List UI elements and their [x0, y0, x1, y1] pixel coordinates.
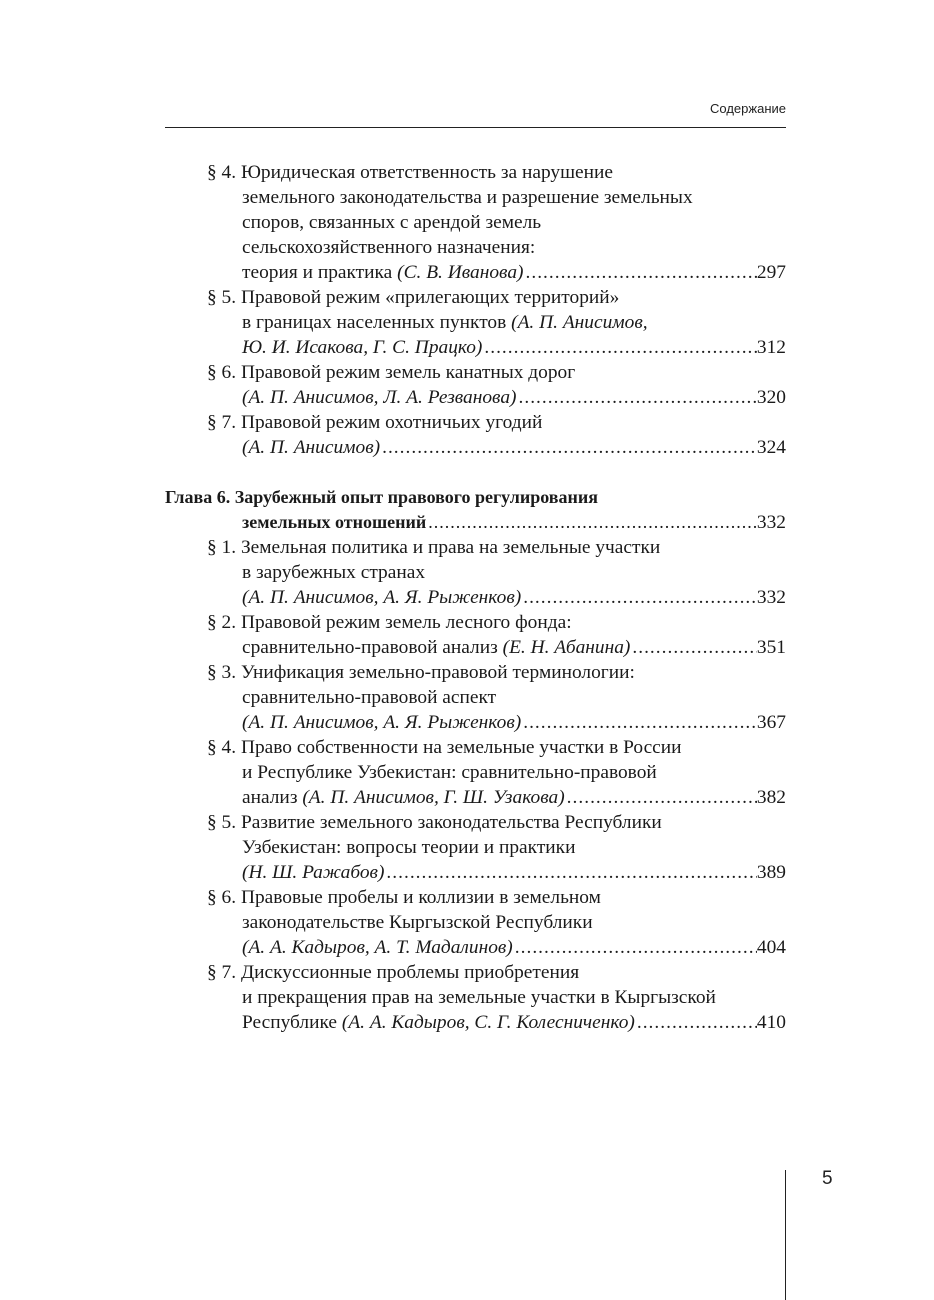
entry-title: Правовой режим земель лесного фонда:: [240, 612, 572, 633]
entry-title-cont: и прекращения прав на земельные участки в Кыргызской: [242, 987, 716, 1008]
entry-title-cont: и Республике Узбекистан: сравнительно-правовой: [242, 762, 657, 783]
leader-dots: [630, 635, 757, 660]
toc-entry[interactable]: [165, 735, 786, 810]
toc-entry[interactable]: [165, 160, 786, 285]
page-number: 324: [756, 437, 786, 458]
leader-dots: [521, 710, 757, 735]
entry-author: (А. П. Анисимов,: [511, 312, 648, 333]
leader-dots: [426, 510, 757, 535]
section-number: § 4.: [207, 162, 237, 183]
toc-entry[interactable]: [165, 360, 786, 410]
toc-entry[interactable]: [165, 960, 786, 1035]
page-folio: 5: [822, 1168, 833, 1189]
entry-title: Земельная политика и права на земельные участки: [240, 537, 661, 558]
leader-dots: [635, 1010, 757, 1035]
leader-dots: [513, 935, 757, 960]
page-number: 320: [756, 387, 786, 408]
entry-title: Развитие земельного законодательства Республики: [240, 812, 662, 833]
page-number: 367: [756, 712, 786, 733]
page-number: 312: [756, 337, 786, 358]
entry-title: Правовой режим охотничьих угодий: [240, 412, 543, 433]
page-number: 404: [756, 937, 786, 958]
entry-title: Правовой режим «прилегающих территорий»: [240, 287, 620, 308]
section-number: § 2.: [207, 612, 237, 633]
leader-dots: [482, 335, 757, 360]
entry-title: Унификация земельно-правовой терминологии:: [240, 662, 635, 683]
entry-title-cont: в границах населенных пунктов: [242, 312, 512, 333]
page-number: 389: [756, 862, 786, 883]
toc-chapter-entry[interactable]: [165, 485, 786, 535]
leader-dots: [380, 435, 757, 460]
entry-author: (А. А. Кадыров, С. Г. Колесниченко): [341, 1012, 635, 1033]
toc-entry[interactable]: [165, 410, 786, 460]
leader-dots: [517, 385, 757, 410]
entry-title: Правовой режим земель канатных дорог: [240, 362, 576, 383]
toc-entry[interactable]: [165, 660, 786, 735]
entry-title-cont: законодательстве Кыргызской Республики: [242, 912, 593, 933]
toc-entry[interactable]: [165, 810, 786, 885]
entry-author: (А. П. Анисимов, Л. А. Резванова): [242, 387, 517, 408]
page-number: 382: [756, 787, 786, 808]
leader-dots: [524, 260, 757, 285]
section-number: § 6.: [207, 887, 237, 908]
entry-author: (Е. Н. Абанина): [502, 637, 631, 658]
toc-entry[interactable]: [165, 885, 786, 960]
section-number: § 5.: [207, 287, 237, 308]
section-number: § 6.: [207, 362, 237, 383]
toc-entry[interactable]: [165, 535, 786, 610]
entry-title-cont: земельного законодательства и разрешение земельных: [242, 187, 693, 208]
leader-dots: [384, 860, 756, 885]
entry-title-cont: сельскохозяйственного назначения:: [242, 237, 536, 258]
entry-author: (С. В. Иванова): [397, 262, 524, 283]
page-number: 297: [756, 262, 786, 283]
section-number: § 7.: [207, 962, 237, 983]
chapter-number: Глава 6.: [165, 487, 231, 507]
entry-title: Юридическая ответственность за нарушение: [240, 162, 613, 183]
entry-title-cont: сравнительно-правовой аспект: [242, 687, 497, 708]
page-number: 410: [756, 1012, 786, 1033]
entry-author: (А. П. Анисимов, Г. Ш. Узакова): [302, 787, 565, 808]
header-rule: [165, 127, 786, 128]
section-number: § 3.: [207, 662, 237, 683]
section-number: § 5.: [207, 812, 237, 833]
entry-title-cont: анализ: [242, 787, 303, 808]
entry-title-cont: в зарубежных странах: [242, 562, 426, 583]
toc-entry[interactable]: [165, 285, 786, 360]
entry-title-cont: Республике: [242, 1012, 342, 1033]
entry-author: (А. П. Анисимов, А. Я. Рыженков): [242, 587, 522, 608]
entry-title: Правовые пробелы и коллизии в земельном: [240, 887, 601, 908]
entry-author: Ю. И. Исакова, Г. С. Працко): [242, 337, 483, 358]
page-number: 351: [756, 637, 786, 658]
running-head: Содержание: [710, 101, 786, 116]
leader-dots: [521, 585, 757, 610]
folio-rule: [785, 1170, 786, 1300]
chapter-title-cont: земельных отношений: [242, 512, 427, 532]
entry-title-cont: споров, связанных с арендой земель: [242, 212, 542, 233]
entry-title: Дискуссионные проблемы приобретения: [240, 962, 580, 983]
entry-title-cont: теория и практика: [242, 262, 398, 283]
page-number: 332: [756, 587, 786, 608]
entry-title: Право собственности на земельные участки в России: [240, 737, 682, 758]
page-number: 332: [756, 512, 786, 533]
section-number: § 4.: [207, 737, 237, 758]
entry-author: (А. А. Кадыров, А. Т. Мадалинов): [242, 937, 513, 958]
toc-entry[interactable]: [165, 610, 786, 660]
section-number: § 7.: [207, 412, 237, 433]
chapter-title: Зарубежный опыт правового регулирования: [234, 487, 598, 507]
section-number: § 1.: [207, 537, 237, 558]
entry-title-cont: сравнительно-правовой анализ: [242, 637, 503, 658]
entry-author: (Н. Ш. Ражабов): [242, 862, 385, 883]
table-of-contents: [165, 160, 786, 1035]
entry-author: (А. П. Анисимов): [242, 437, 381, 458]
entry-title-cont: Узбекистан: вопросы теории и практики: [242, 837, 576, 858]
entry-author: (А. П. Анисимов, А. Я. Рыженков): [242, 712, 522, 733]
leader-dots: [565, 785, 757, 810]
